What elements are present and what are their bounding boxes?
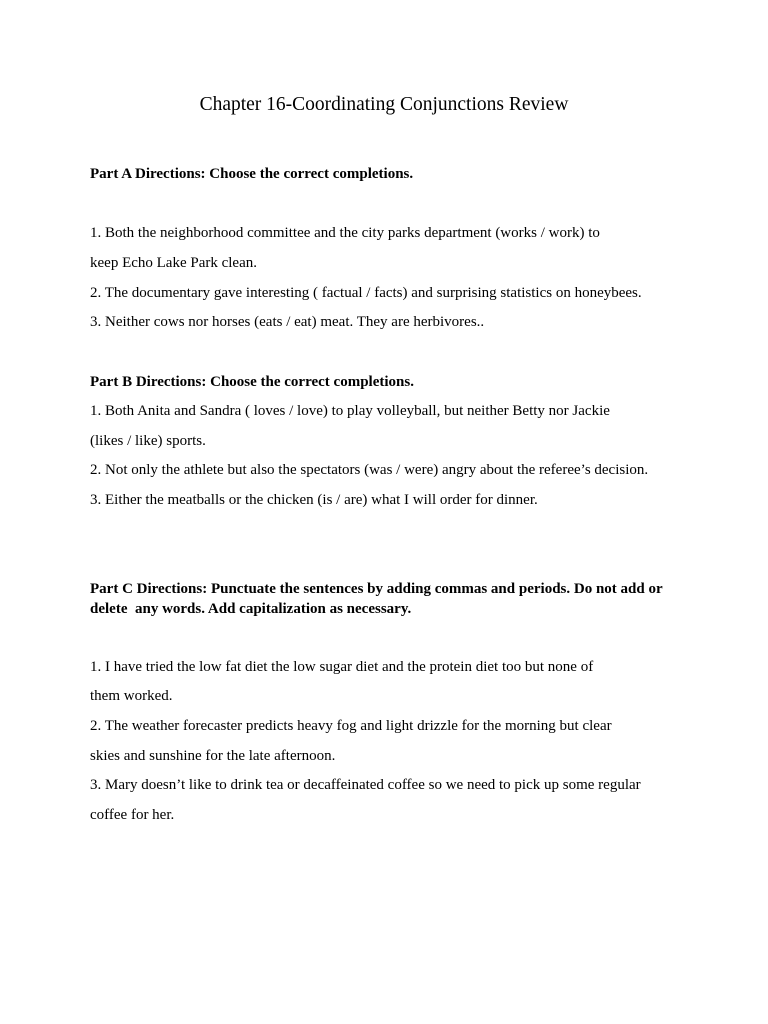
part-a-item-1-line-1: 1. Both the neighborhood committee and the city parks department (works / work) to — [90, 225, 600, 241]
part-c-item-3-line-2: coffee for her. — [90, 807, 175, 823]
part-c-item-1-line-1: 1. I have tried the low fat diet the low sugar diet and the protein diet too but none of — [90, 659, 594, 675]
part-c-item-3-line-1: 3. Mary doesn’t like to drink tea or decaffeinated coffee so we need to pick up some regular — [90, 777, 641, 793]
part-a-item-1-line-2: keep Echo Lake Park clean. — [90, 255, 257, 271]
part-a-item-2: 2. The documentary gave interesting ( factual / facts) and surprising statistics on honeybees. — [90, 285, 642, 301]
part-c-item-1-line-2: them worked. — [90, 688, 173, 704]
part-b-item-3: 3. Either the meatballs or the chicken (is / are) what I will order for dinner. — [90, 492, 538, 508]
part-a-directions: Part A Directions: Choose the correct completions. — [90, 166, 414, 182]
part-c-item-2-line-2: skies and sunshine for the late afternoon. — [90, 748, 336, 764]
part-c-directions-line-1: Part C Directions: Punctuate the sentences by adding commas and periods. Do not add or — [90, 581, 663, 597]
part-b-item-1-line-1: 1. Both Anita and Sandra ( loves / love) to play volleyball, but neither Betty nor Jackie — [90, 403, 610, 419]
part-b-item-1-line-2: (likes / like) sports. — [90, 433, 206, 449]
part-c-directions-line-2: delete any words. Add capitalization as necessary. — [90, 601, 412, 617]
part-a-item-3: 3. Neither cows nor horses (eats / eat) meat. They are herbivores.. — [90, 314, 485, 330]
part-b-directions: Part B Directions: Choose the correct completions. — [90, 374, 414, 390]
part-b-item-2: 2. Not only the athlete but also the spectators (was / were) angry about the referee’s decision. — [90, 462, 649, 478]
part-c-item-2-line-1: 2. The weather forecaster predicts heavy fog and light drizzle for the morning but clear — [90, 718, 612, 734]
page-title: Chapter 16-Coordinating Conjunctions Review — [199, 94, 569, 115]
